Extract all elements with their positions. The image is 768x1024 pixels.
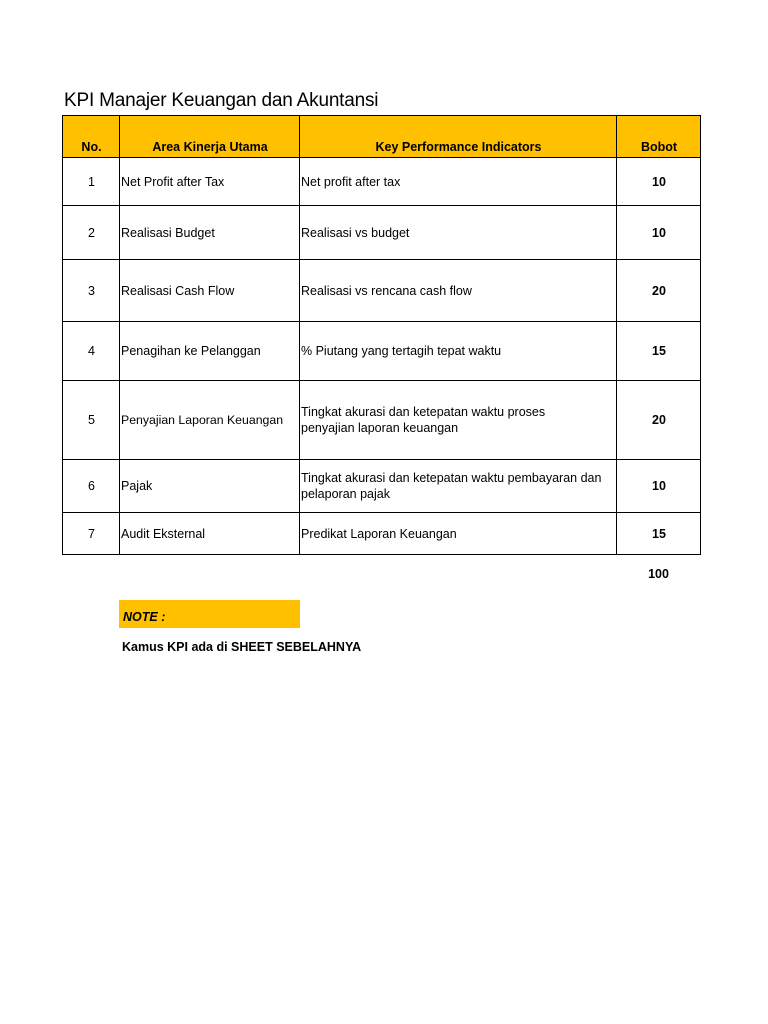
row-bobot: 10: [617, 460, 701, 513]
row-bobot: 15: [617, 322, 701, 381]
row-area: Pajak: [120, 460, 300, 513]
page-title: KPI Manajer Keuangan dan Akuntansi: [64, 90, 379, 111]
row-no: 5: [63, 381, 120, 460]
row-kpi: Net profit after tax: [300, 158, 617, 206]
row-no: 7: [63, 513, 120, 555]
row-area: Realisasi Budget: [120, 206, 300, 260]
header-kpi: Key Performance Indicators: [300, 116, 617, 158]
row-area: Realisasi Cash Flow: [120, 260, 300, 322]
table-row: [63, 513, 701, 555]
row-bobot: 20: [617, 381, 701, 460]
table-row: [63, 381, 701, 460]
row-kpi: Realisasi vs rencana cash flow: [300, 260, 617, 322]
row-bobot: 20: [617, 260, 701, 322]
note-label: NOTE :: [123, 610, 166, 624]
table-row: [63, 260, 701, 322]
header-area: Area Kinerja Utama: [120, 116, 300, 158]
row-kpi: Predikat Laporan Keuangan: [300, 513, 617, 555]
header-no: No.: [63, 116, 120, 158]
row-area: Audit Eksternal: [120, 513, 300, 555]
header-bobot: Bobot: [617, 116, 701, 158]
table-row: [63, 158, 701, 206]
table-header-row: [63, 116, 701, 158]
row-area: Net Profit after Tax: [120, 158, 300, 206]
row-bobot: 15: [617, 513, 701, 555]
kpi-table: [62, 115, 701, 555]
row-bobot: 10: [617, 158, 701, 206]
row-area: Penagihan ke Pelanggan: [120, 322, 300, 381]
row-kpi: % Piutang yang tertagih tepat waktu: [300, 322, 617, 381]
row-kpi: Realisasi vs budget: [300, 206, 617, 260]
row-no: 6: [63, 460, 120, 513]
row-no: 3: [63, 260, 120, 322]
row-no: 1: [63, 158, 120, 206]
table-row: [63, 206, 701, 260]
row-no: 2: [63, 206, 120, 260]
row-bobot: 10: [617, 206, 701, 260]
row-kpi: Tingkat akurasi dan ketepatan waktu proses penyajian laporan keuangan: [300, 381, 617, 460]
row-kpi: Tingkat akurasi dan ketepatan waktu pembayaran dan pelaporan pajak: [300, 460, 617, 513]
table-row: [63, 322, 701, 381]
row-area: Penyajian Laporan Keuangan: [120, 381, 300, 460]
total-bobot: 100: [648, 567, 669, 581]
row-no: 4: [63, 322, 120, 381]
note-box: [119, 600, 300, 628]
note-text: Kamus KPI ada di SHEET SEBELAHNYA: [122, 640, 362, 654]
table-row: [63, 460, 701, 513]
